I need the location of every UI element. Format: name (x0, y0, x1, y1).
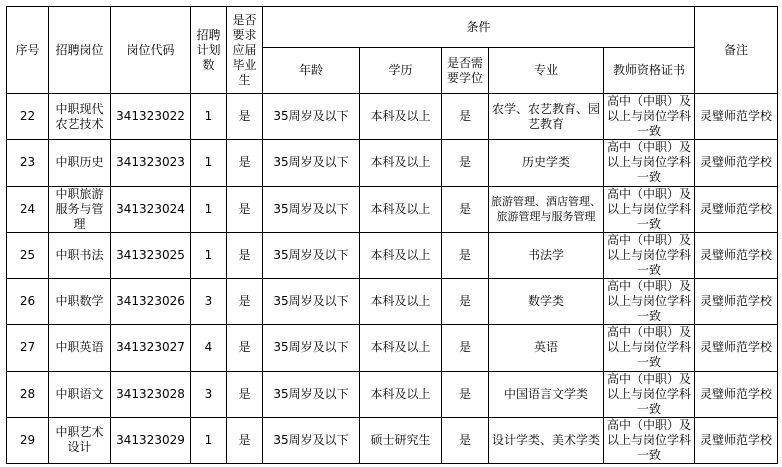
cell-seq: 24 (7, 186, 49, 232)
cell-seq: 22 (7, 94, 49, 140)
cell-age: 35周岁及以下 (263, 279, 360, 325)
cell-plan: 1 (191, 94, 227, 140)
cell-seq: 25 (7, 232, 49, 278)
table-row (7, 371, 778, 417)
cell-remark: 灵璧师范学校 (695, 186, 778, 232)
cell-major: 中国语言文学类 (489, 371, 604, 417)
cell-fresh-grad: 是 (227, 94, 263, 140)
cell-position: 中职数学 (49, 279, 111, 325)
cell-education: 本科及以上 (360, 371, 442, 417)
table-row (7, 279, 778, 325)
cell-major: 英语 (489, 325, 604, 371)
cell-seq: 29 (7, 417, 49, 463)
cell-major: 农学、农艺教育、园艺教育 (489, 94, 604, 140)
cell-plan: 3 (191, 279, 227, 325)
cell-age: 35周岁及以下 (263, 232, 360, 278)
cell-major: 历史学类 (489, 140, 604, 186)
cell-code: 341323023 (111, 140, 191, 186)
header-plan: 招聘计划数 (191, 7, 227, 94)
cell-position: 中职书法 (49, 232, 111, 278)
cell-certificate: 高中（中职）及以上与岗位学科一致 (604, 140, 695, 186)
table-row (7, 186, 778, 232)
cell-remark: 灵璧师范学校 (695, 417, 778, 463)
cell-code: 341323022 (111, 94, 191, 140)
cell-degree: 是 (442, 417, 489, 463)
cell-fresh-grad: 是 (227, 140, 263, 186)
table-row (7, 325, 778, 371)
header-conditions: 条件 (263, 7, 695, 48)
cell-age: 35周岁及以下 (263, 140, 360, 186)
cell-degree: 是 (442, 371, 489, 417)
cell-degree: 是 (442, 325, 489, 371)
header-major: 专业 (489, 48, 604, 94)
header-code: 岗位代码 (111, 7, 191, 94)
cell-degree: 是 (442, 186, 489, 232)
cell-degree: 是 (442, 94, 489, 140)
cell-major: 数学类 (489, 279, 604, 325)
cell-certificate: 高中（中职）及以上与岗位学科一致 (604, 417, 695, 463)
cell-position: 中职英语 (49, 325, 111, 371)
cell-education: 本科及以上 (360, 325, 442, 371)
cell-code: 341323026 (111, 279, 191, 325)
header-remark: 备注 (695, 7, 778, 94)
cell-code: 341323028 (111, 371, 191, 417)
cell-education: 本科及以上 (360, 186, 442, 232)
cell-age: 35周岁及以下 (263, 94, 360, 140)
cell-fresh-grad: 是 (227, 371, 263, 417)
cell-remark: 灵璧师范学校 (695, 232, 778, 278)
cell-seq: 27 (7, 325, 49, 371)
cell-seq: 23 (7, 140, 49, 186)
recruitment-table (6, 6, 778, 464)
cell-fresh-grad: 是 (227, 325, 263, 371)
cell-remark: 灵璧师范学校 (695, 371, 778, 417)
cell-seq: 26 (7, 279, 49, 325)
cell-major: 旅游管理、酒店管理、旅游管理与服务管理 (489, 186, 604, 232)
header-certificate: 教师资格证书 (604, 48, 695, 94)
cell-fresh-grad: 是 (227, 417, 263, 463)
cell-fresh-grad: 是 (227, 186, 263, 232)
cell-remark: 灵璧师范学校 (695, 140, 778, 186)
cell-fresh-grad: 是 (227, 232, 263, 278)
cell-position: 中职艺术设计 (49, 417, 111, 463)
cell-age: 35周岁及以下 (263, 417, 360, 463)
cell-certificate: 高中（中职）及以上与岗位学科一致 (604, 371, 695, 417)
cell-education: 本科及以上 (360, 94, 442, 140)
cell-code: 341323029 (111, 417, 191, 463)
cell-remark: 灵璧师范学校 (695, 279, 778, 325)
header-fresh-grad: 是否要求应届毕业生 (227, 7, 263, 94)
cell-plan: 3 (191, 371, 227, 417)
cell-education: 本科及以上 (360, 279, 442, 325)
header-degree: 是否需要学位 (442, 48, 489, 94)
cell-plan: 1 (191, 140, 227, 186)
cell-plan: 4 (191, 325, 227, 371)
cell-code: 341323024 (111, 186, 191, 232)
header-position: 招聘岗位 (49, 7, 111, 94)
cell-position: 中职语文 (49, 371, 111, 417)
cell-education: 本科及以上 (360, 232, 442, 278)
header-age: 年龄 (263, 48, 360, 94)
cell-fresh-grad: 是 (227, 279, 263, 325)
cell-education: 本科及以上 (360, 140, 442, 186)
cell-degree: 是 (442, 279, 489, 325)
table-row (7, 232, 778, 278)
table-row (7, 94, 778, 140)
cell-position: 中职历史 (49, 140, 111, 186)
cell-major: 设计学类、美术学类 (489, 417, 604, 463)
cell-remark: 灵璧师范学校 (695, 325, 778, 371)
cell-plan: 1 (191, 232, 227, 278)
cell-age: 35周岁及以下 (263, 325, 360, 371)
cell-certificate: 高中（中职）及以上与岗位学科一致 (604, 279, 695, 325)
cell-position: 中职旅游服务与管理 (49, 186, 111, 232)
cell-seq: 28 (7, 371, 49, 417)
cell-education: 硕士研究生 (360, 417, 442, 463)
cell-certificate: 高中（中职）及以上与岗位学科一致 (604, 232, 695, 278)
cell-certificate: 高中（中职）及以上与岗位学科一致 (604, 325, 695, 371)
cell-age: 35周岁及以下 (263, 186, 360, 232)
cell-certificate: 高中（中职）及以上与岗位学科一致 (604, 94, 695, 140)
table-row (7, 417, 778, 463)
table-row (7, 140, 778, 186)
cell-plan: 1 (191, 186, 227, 232)
cell-position: 中职现代农艺技术 (49, 94, 111, 140)
cell-certificate: 高中（中职）及以上与岗位学科一致 (604, 186, 695, 232)
cell-remark: 灵璧师范学校 (695, 94, 778, 140)
cell-degree: 是 (442, 232, 489, 278)
cell-plan: 1 (191, 417, 227, 463)
cell-age: 35周岁及以下 (263, 371, 360, 417)
cell-code: 341323027 (111, 325, 191, 371)
header-seq: 序号 (7, 7, 49, 94)
header-education: 学历 (360, 48, 442, 94)
cell-degree: 是 (442, 140, 489, 186)
cell-code: 341323025 (111, 232, 191, 278)
cell-major: 书法学 (489, 232, 604, 278)
